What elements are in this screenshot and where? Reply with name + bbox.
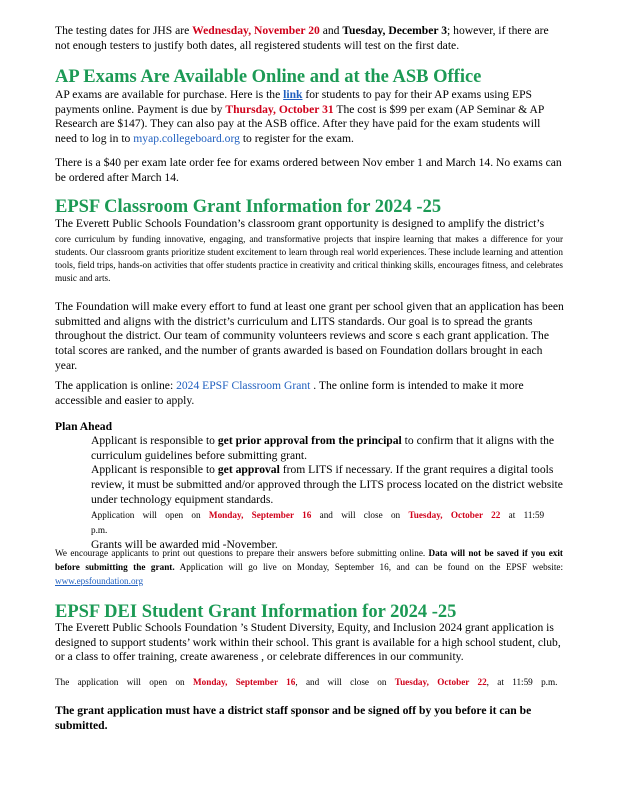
- text: The cost is $99 per exam (AP Seminar & AP Research are $147). They can also pay at the ASB office. After they have paid for the exam students will need to log in to: [55, 102, 544, 146]
- text: Grants will be awarded mid -November.: [91, 537, 278, 551]
- plan-ahead-heading: Plan Ahead: [55, 420, 113, 433]
- text: and will close on: [311, 509, 409, 520]
- text: AP exams are available for purchase. Here is the: [55, 88, 284, 101]
- ap-exams-heading: AP Exams Are Available Online and at the ASB Office: [55, 67, 482, 87]
- epsf-dei-heading: EPSF DEI Student Grant Information for 2024 -25: [55, 602, 457, 622]
- text: Application will go live on Monday, September 16, and can be found on the EPSF website:: [174, 562, 563, 572]
- ap-exams-paragraph: [55, 88, 565, 147]
- text: at 11:59 p.m.: [91, 509, 545, 535]
- text: The testing dates for JHS are: [55, 24, 193, 37]
- open-date: Monday, September 16: [192, 677, 296, 687]
- data-warning: Data will not be saved if you exit before submitting the grant.: [55, 548, 563, 572]
- late-fee-paragraph: There is a $40 per exam late order fee for exams ordered between Nov ember 1 and March 14. No exams can be ordered after March 14.: [55, 156, 562, 184]
- testing-dates-paragraph: [55, 24, 565, 53]
- text: Application will open on: [91, 509, 209, 520]
- text: get prior approval from the principal: [217, 434, 402, 447]
- open-date: Monday, September 16: [208, 509, 312, 520]
- plan-ahead-list: [55, 434, 565, 552]
- text: and: [319, 24, 343, 37]
- list-item: [55, 463, 565, 507]
- collegeboard-link[interactable]: myap.collegeboard.org: [133, 132, 240, 146]
- epsf-grant-link[interactable]: 2024 EPSF Classroom Grant: [176, 379, 311, 392]
- text: from LITS if necessary. If the grant requires a digital tools review, it must be submitted and/or approved through the LITS process located on the district website under technology equipment standards.: [91, 463, 563, 506]
- due-date: Thursday, October 31: [225, 102, 334, 116]
- text: to register for the exam.: [239, 132, 354, 146]
- epsf-classroom-heading: EPSF Classroom Grant Information for 2024 -25: [55, 197, 442, 217]
- text: Applicant is responsible to: [91, 463, 218, 477]
- text: , and will close on: [295, 677, 395, 687]
- text: . The online form is intended to make it more accessible and easier to apply.: [55, 379, 524, 407]
- text: for students to pay for their AP exams using EPS payments online. Payment is due by: [55, 88, 532, 116]
- date-tue-dec-3: Tuesday, December 3: [342, 24, 448, 37]
- text: get approval: [217, 463, 280, 477]
- text: We encourage applicants to print out questions to prepare their answers before submitting online.: [55, 548, 429, 558]
- encourage-paragraph: [55, 546, 563, 588]
- ap-payment-link[interactable]: link: [283, 88, 303, 101]
- epsf-intro-small: core curriculum by funding innovative, engaging, and transformative projects that inspire learning that makes a difference for your students. Our classroom grants prioritize student excitement to learn through real world experiences. These include learning and attention tools, field trips, hands-on activities that offer students practice in creativity and critical thinking skills, encourages fitness, and celebrates music and arts.: [55, 234, 563, 283]
- list-item: [55, 434, 565, 463]
- epsf-intro-line: The Everett Public Schools Foundation’s classroom grant opportunity is designed to amplify the district’s: [55, 217, 545, 230]
- list-item: [55, 508, 565, 538]
- text: to confirm that it aligns with the curriculum guidelines before submitting grant.: [91, 434, 555, 462]
- dei-final-note: The grant application must have a district staff sponsor and be signed off by you before it can be submitted.: [55, 704, 532, 732]
- text: The application will open on: [55, 677, 193, 687]
- text: , at 11:59 p.m.: [486, 677, 558, 687]
- dei-paragraph: The Everett Public Schools Foundation ’s Student Diversity, Equity, and Inclusion 2024 grant application is designed to support students’ work within their school. This grant is available for a high school student, club, or a class to offer training, create awareness , or celebrate differences in our community.: [55, 621, 561, 664]
- close-date: Tuesday, October 22: [408, 509, 501, 520]
- text: ; however, if there are not enough testers to justify both dates, all registered students will test on the first date.: [55, 24, 549, 52]
- close-date: Tuesday, October 22: [394, 677, 487, 687]
- text: Applicant is responsible to: [91, 434, 218, 447]
- dei-dates-paragraph: [55, 676, 565, 689]
- epsf-foundation-paragraph: The Foundation will make every effort to fund at least one grant per school given that an application has been submitted and aligns with the district’s curriculum and LITS standards. Our goal is to spread the grants throughout the district. Our team of community volunteers reviews and score s each grant application. The total scores are ranked, and the number of grants awarded is based on Foundation dollars brought in each year.: [55, 300, 564, 372]
- epsf-website-link[interactable]: www.epsfoundation.org: [55, 576, 144, 586]
- epsf-application-paragraph: [55, 379, 565, 408]
- text: The application is online:: [55, 379, 177, 392]
- date-wed-nov-20: Wednesday, November 20: [192, 24, 320, 37]
